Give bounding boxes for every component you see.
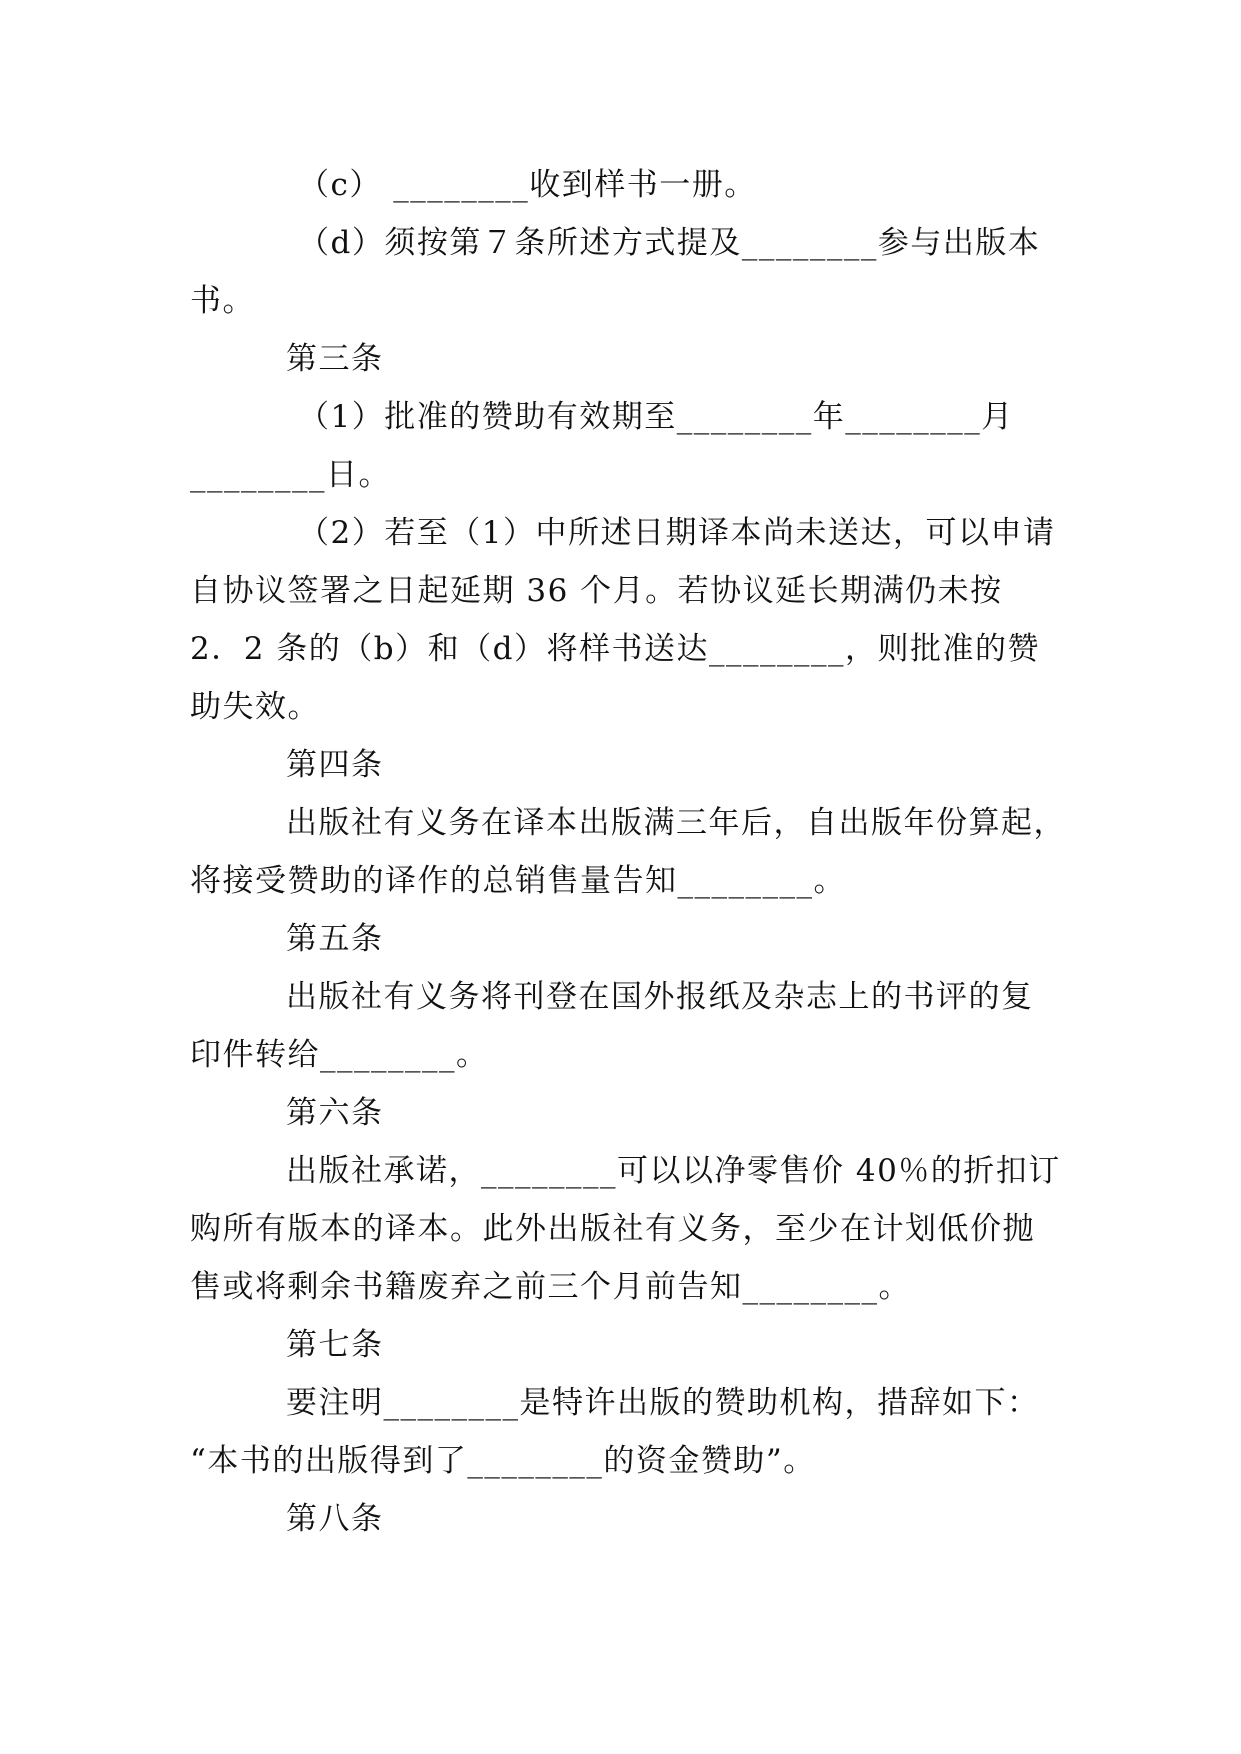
clause-2-2-d: （d）须按第７条所述方式提及________参与出版本: [298, 225, 1041, 261]
article-4-para-cont: 将接受赞助的译作的总销售量告知________。: [190, 863, 846, 899]
clause-2-2-c: （c） ________收到样书一册。: [298, 167, 757, 203]
clause-2-2-d-cont: 书。: [190, 283, 255, 319]
article-3-heading: 第三条: [286, 341, 384, 377]
article-6-para-cont: 购所有版本的译本。此外出版社有义务，至少在计划低价抛: [190, 1211, 1035, 1247]
article-3-para-2-cont: 2．2 条的（b）和（d）将样书送达________，则批准的赞: [190, 631, 1040, 667]
article-5-heading: 第五条: [286, 921, 384, 957]
article-3-para-2-cont: 助失效。: [190, 689, 320, 725]
article-7-para: 要注明________是特许出版的赞助机构，措辞如下：: [286, 1385, 1040, 1421]
document-page: [190, 0, 1066, 1754]
article-7-heading: 第七条: [286, 1327, 384, 1363]
article-3-para-2-cont: 自协议签署之日起延期 36 个月。若协议延长期满仍未按: [190, 573, 1003, 609]
article-5-para-cont: 印件转给________。: [190, 1037, 489, 1073]
article-4-heading: 第四条: [286, 747, 384, 783]
article-5-para: 出版社有义务将刊登在国外报纸及杂志上的书评的复: [286, 979, 1034, 1015]
article-3-para-1-cont: ________日。: [190, 457, 391, 493]
article-6-para-cont: 售或将剩余书籍废弃之前三个月前告知________。: [190, 1269, 911, 1305]
article-7-quote: “本书的出版得到了________的资金赞助”。: [190, 1443, 816, 1479]
article-3-para-1: （1）批准的赞助有效期至________年________月: [298, 399, 1014, 435]
article-4-para: 出版社有义务在译本出版满三年后，自出版年份算起，: [286, 805, 1066, 841]
article-3-para-2: （2）若至（1）中所述日期译本尚未送达，可以申请: [298, 515, 1056, 551]
article-8-heading: 第八条: [286, 1501, 384, 1537]
article-6-heading: 第六条: [286, 1095, 384, 1131]
article-6-para: 出版社承诺，________可以以净零售价 40％的折扣订: [286, 1153, 1061, 1189]
